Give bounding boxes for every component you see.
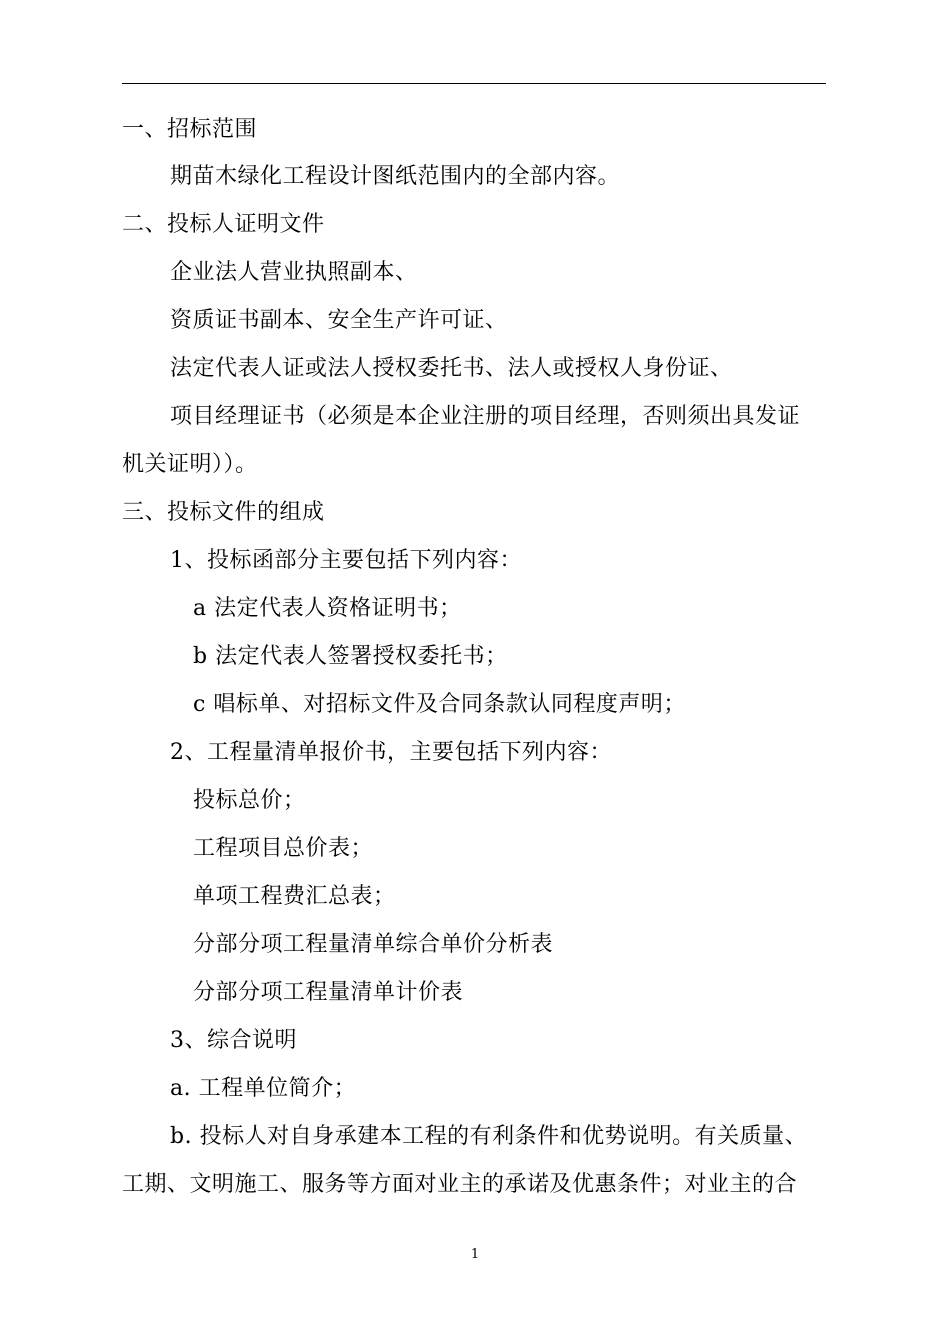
- list-item: 工程项目总价表；: [193, 836, 374, 861]
- section-heading-composition: 三、投标文件的组成: [122, 500, 325, 525]
- list-item: a 法定代表人资格证明书；: [193, 596, 462, 621]
- subsection-heading: 2、工程量清单报价书，主要包括下列内容：: [170, 740, 612, 765]
- list-item: a. 工程单位简介；: [170, 1076, 357, 1101]
- page-number: 1: [470, 1247, 480, 1262]
- subsection-heading: 1、投标函部分主要包括下列内容：: [170, 548, 522, 573]
- list-item: 分部分项工程量清单综合单价分析表: [193, 932, 554, 957]
- paragraph-line: 法定代表人证或法人授权委托书、法人或授权人身份证、: [170, 356, 733, 381]
- list-item: 分部分项工程量清单计价表: [193, 980, 464, 1005]
- subsection-heading: 3、综合说明: [170, 1028, 297, 1053]
- paragraph-line: 企业法人营业执照副本、: [170, 260, 418, 285]
- paragraph-line: 机关证明））。: [122, 452, 258, 477]
- paragraph-line: 资质证书副本、安全生产许可证、: [170, 308, 508, 333]
- section-heading-credentials: 二、投标人证明文件: [122, 212, 325, 237]
- list-item: 单项工程费汇总表；: [193, 884, 396, 909]
- section-heading-scope: 一、招标范围: [122, 117, 258, 142]
- list-item: 投标总价；: [193, 788, 306, 813]
- paragraph-line: 期苗木绿化工程设计图纸范围内的全部内容。: [170, 164, 621, 189]
- paragraph-line: 工期、文明施工、服务等方面对业主的承诺及优惠条件；对业主的合: [122, 1172, 798, 1197]
- list-item: b 法定代表人签署授权委托书；: [193, 644, 508, 669]
- header-rule: [122, 83, 826, 84]
- list-item: c 唱标单、对招标文件及合同条款认同程度声明；: [193, 692, 686, 717]
- paragraph-line: 项目经理证书（必须是本企业注册的项目经理，否则须出具发证: [170, 404, 801, 429]
- paragraph-line: b. 投标人对自身承建本工程的有利条件和优势说明。有关质量、: [170, 1124, 808, 1149]
